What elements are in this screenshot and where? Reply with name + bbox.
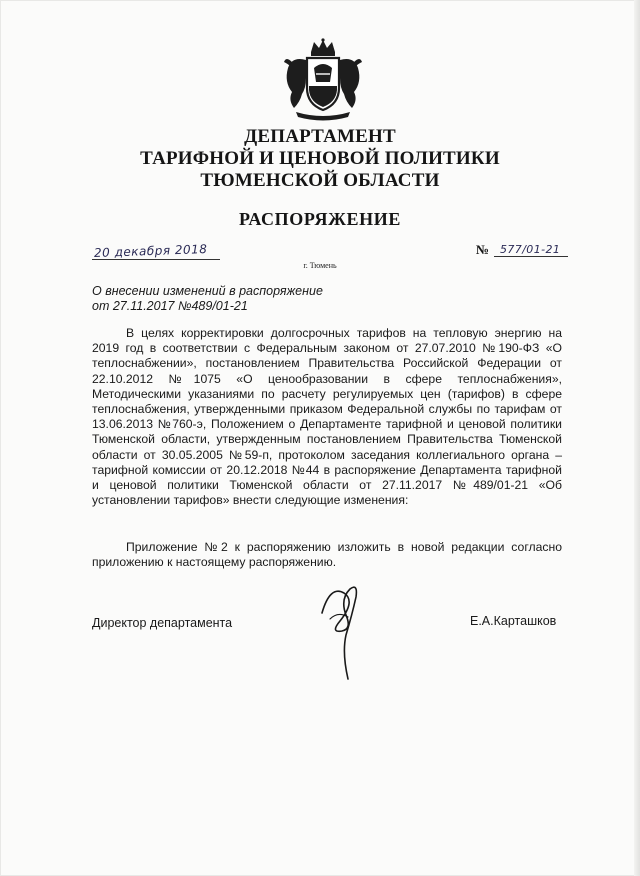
handwritten-date: 20 декабря 2018 bbox=[93, 242, 208, 260]
body-paragraph-1: В целях корректировки долгосрочных тарифов на тепловую энергию на 2019 год в соответствии с Федеральным законом от 27.07.2010 №190-ФЗ «О теплоснабжении», постановлением Правительства Российской Федерации от 22.10.2012 №1075 «О ценообразовании в сфере теплоснабжения», Методическими указаниями по расчету регулируемых цен (тарифов) в сфере теплоснабжения, утвержденными приказом Федеральной службы по тарифам от 13.06.2013 №760-э, Положением о Департаменте тарифной и ценовой политики Тюменской области, утвержденным постановлением Правительства Тюменской области от 30.05.2005 №59-п, протоколом заседания коллегиального органа – тарифной комиссии от 20.12.2018 №44 в распоряжение Департамента тарифной и ценовой политики Тюменской области от 27.11.2017 №489/01-21 «Об установлении тарифов» внести следующие изменения: bbox=[92, 326, 562, 508]
number-sign: № bbox=[476, 242, 490, 257]
tyumen-coat-of-arms-icon bbox=[278, 38, 368, 124]
document-type-heading: РАСПОРЯЖЕНИЕ bbox=[239, 209, 401, 229]
signer-position: Директор департамента bbox=[92, 616, 233, 630]
handwritten-document-number: 577/01-21 bbox=[500, 243, 561, 256]
subject-line-1: О внесении изменений в распоряжение bbox=[92, 284, 323, 298]
signer-name: Е.А.Карташков bbox=[470, 614, 557, 628]
department-title-line-3: ТЮМЕНСКОЙ ОБЛАСТИ bbox=[200, 170, 440, 191]
handwritten-signature bbox=[300, 575, 380, 685]
department-title-line-2: ТАРИФНОЙ И ЦЕНОВОЙ ПОЛИТИКИ bbox=[140, 148, 500, 169]
document-subject bbox=[92, 284, 412, 314]
city-label: г. Тюмень bbox=[303, 261, 337, 270]
number-underline bbox=[494, 256, 568, 257]
department-title-line-1: ДЕПАРТАМЕНТ bbox=[244, 126, 396, 147]
date-underline bbox=[92, 259, 220, 260]
body-paragraph-2: Приложение №2 к распоряжению изложить в новой редакции согласно приложению к настоящему распоряжению. bbox=[92, 540, 562, 570]
subject-line-2: от 27.11.2017 №489/01-21 bbox=[92, 299, 248, 313]
